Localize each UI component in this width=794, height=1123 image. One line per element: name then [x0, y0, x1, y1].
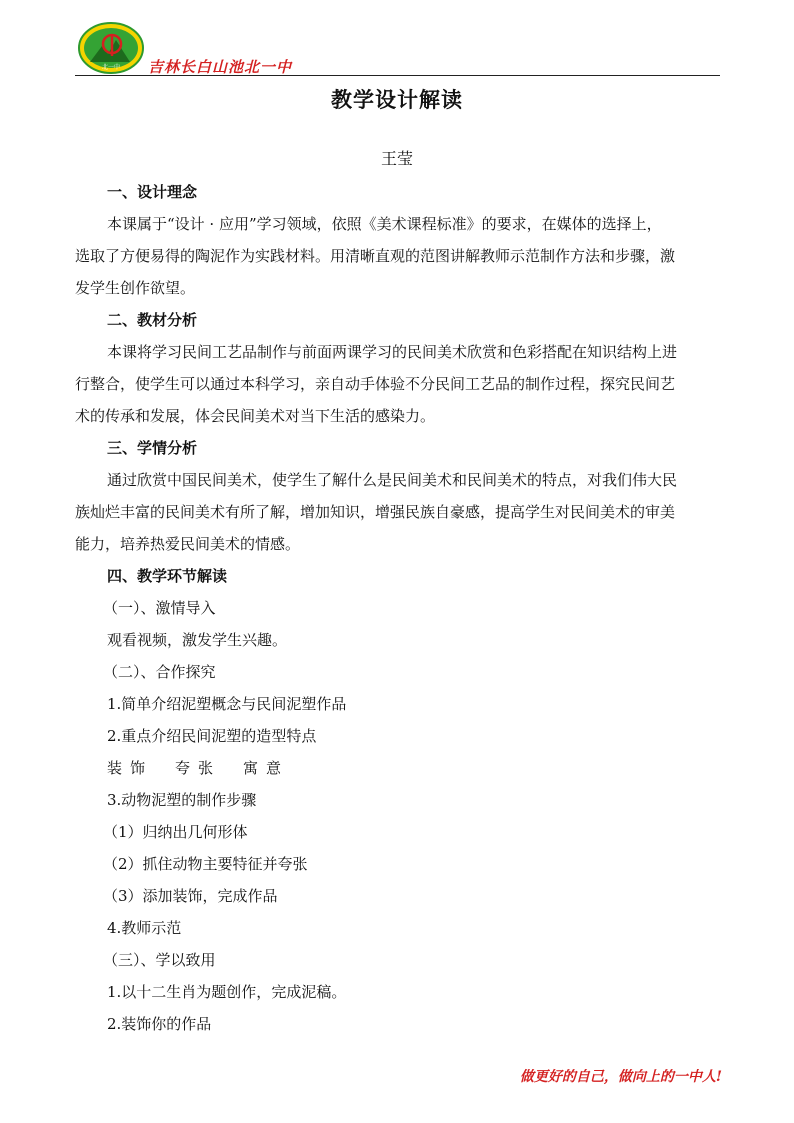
paragraph-line: 本课属于“设计 · 应用”学习领域，依照《美术课程标准》的要求，在媒体的选择上，	[107, 215, 662, 233]
paragraph-line: 选取了方便易得的陶泥作为实践材料。用清晰直观的范图讲解教师示范制作方法和步骤，激	[75, 247, 676, 265]
paragraph-line: 发学生创作欲望。	[75, 279, 196, 297]
subsection-line: （3）添加装饰，完成作品	[103, 887, 278, 905]
svg-text:北一中: 北一中	[101, 64, 121, 71]
paragraph-line: 本课将学习民间工艺品制作与前面两课学习的民间美术欣赏和色彩搭配在知识结构上进	[107, 343, 678, 361]
section-heading: 二、教材分析	[107, 311, 198, 329]
document-title: 教学设计解读	[331, 88, 463, 112]
paragraph-line: 通过欣赏中国民间美术，使学生了解什么是民间美术和民间美术的特点，对我们伟大民	[107, 471, 678, 489]
footer-slogan: 做更好的自己，做向上的一中人!	[519, 1069, 722, 1085]
paragraph-line: 族灿烂丰富的民间美术有所了解，增加知识，增强民族自豪感，提高学生对民间美术的审美	[75, 503, 676, 521]
subsection-line: （一）、激情导入	[103, 599, 216, 617]
subsection-line: （2）抓住动物主要特征并夸张	[103, 855, 308, 873]
list-item: 观看视频，激发学生兴趣。	[107, 631, 288, 649]
header-divider	[75, 75, 720, 76]
section-heading: 一、设计理念	[107, 183, 198, 201]
subsection-line: （1）归纳出几何形体	[103, 823, 248, 841]
school-name: 吉林长白山池北一中	[148, 58, 293, 76]
paragraph-line: 行整合，使学生可以通过本科学习，亲自动手体验不分民间工艺品的制作过程，探究民间艺	[75, 375, 676, 393]
list-item: 2.装饰你的作品	[107, 1015, 212, 1033]
subsection-line: （二）、合作探究	[103, 663, 216, 681]
subsection-line: （三）、学以致用	[103, 951, 216, 969]
list-item: 4.教师示范	[107, 919, 182, 937]
section-heading: 四、教学环节解读	[107, 567, 228, 585]
feature-keyword: 夸张	[175, 759, 222, 777]
section-heading: 三、学情分析	[107, 439, 198, 457]
paragraph-line: 能力，培养热爱民间美术的情感。	[75, 535, 301, 553]
list-item: 1.简单介绍泥塑概念与民间泥塑作品	[107, 695, 347, 713]
document-author: 王莹	[380, 149, 413, 168]
list-item: 3.动物泥塑的制作步骤	[107, 791, 257, 809]
feature-keyword: 装饰	[107, 759, 154, 777]
school-logo	[78, 22, 144, 74]
paragraph-line: 术的传承和发展，体会民间美术对当下生活的感染力。	[75, 407, 436, 425]
feature-keywords	[75, 752, 719, 784]
list-item: 2.重点介绍民间泥塑的造型特点	[107, 727, 317, 745]
list-item: 1.以十二生肖为题创作，完成泥稿。	[107, 983, 347, 1001]
feature-keyword: 寓意	[243, 759, 290, 777]
document-body	[75, 176, 719, 1040]
